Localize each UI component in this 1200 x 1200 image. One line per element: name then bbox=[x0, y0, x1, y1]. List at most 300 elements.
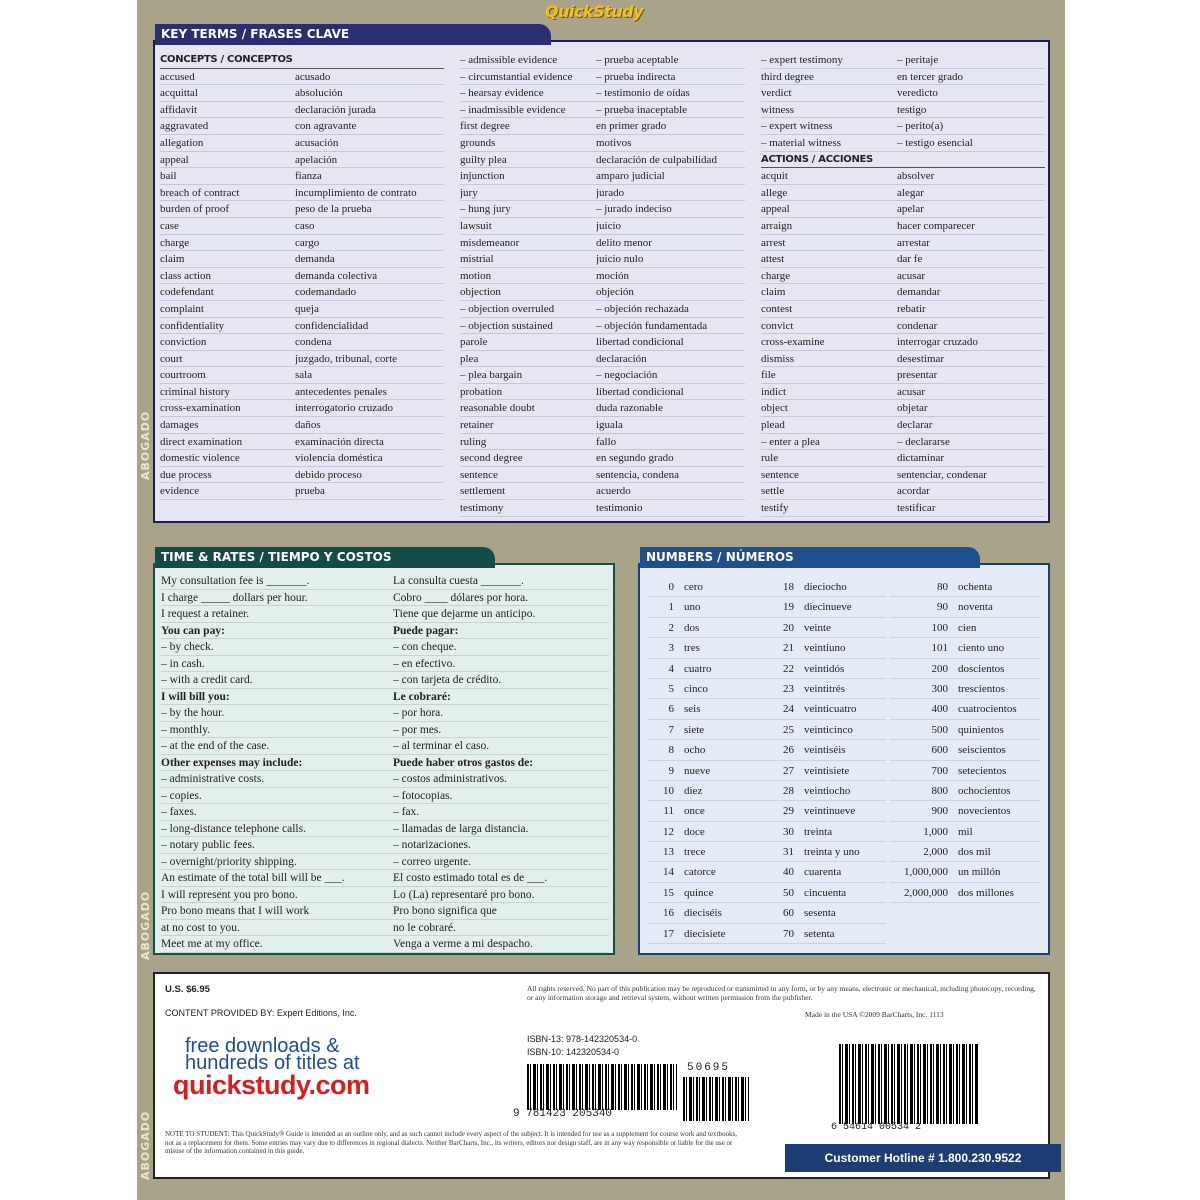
term-es: Venga a verme a mi despacho. bbox=[393, 938, 533, 950]
term-es: absolución bbox=[295, 87, 343, 100]
term-en: aggravated bbox=[160, 120, 209, 133]
term-es: siete bbox=[684, 723, 705, 736]
term-es: acuerdo bbox=[596, 485, 631, 498]
term-row bbox=[460, 218, 745, 235]
number-row bbox=[890, 679, 1040, 699]
term-row bbox=[160, 417, 444, 434]
term-en: breach of contract bbox=[160, 186, 240, 199]
term-en: reasonable doubt bbox=[460, 402, 535, 415]
term-row bbox=[160, 268, 444, 285]
term-es: violencia doméstica bbox=[295, 452, 383, 465]
term-en: codefendant bbox=[160, 286, 214, 299]
term-es: veintitrés bbox=[804, 682, 845, 695]
term-es: mil bbox=[958, 825, 973, 838]
term-es: – costos administrativos. bbox=[393, 773, 508, 785]
term-en: Meet me at my office. bbox=[161, 938, 263, 950]
term-es: ocho bbox=[684, 744, 706, 757]
term-es: queja bbox=[295, 302, 319, 315]
term-en: retainer bbox=[460, 419, 494, 432]
term-en: court bbox=[160, 352, 183, 365]
term-es: desestimar bbox=[897, 352, 945, 365]
action-row bbox=[761, 367, 1045, 384]
term-en: 1,000 bbox=[923, 825, 948, 838]
term-en: 26 bbox=[783, 744, 794, 757]
term-en: – by check. bbox=[161, 641, 214, 653]
term-es: caso bbox=[295, 219, 315, 232]
phrase-row bbox=[161, 903, 609, 920]
numbers-title: NUMBERS / NÚMEROS bbox=[640, 547, 980, 568]
term-en: grounds bbox=[460, 136, 496, 149]
term-row bbox=[160, 434, 444, 451]
term-en: indict bbox=[761, 385, 787, 398]
term-es: acordar bbox=[897, 485, 930, 498]
term-es: ochenta bbox=[958, 581, 993, 593]
term-en: class action bbox=[160, 269, 212, 282]
number-row bbox=[648, 679, 766, 699]
term-en: parole bbox=[460, 336, 488, 349]
number-row bbox=[890, 618, 1040, 638]
term-es: – prueba indirecta bbox=[596, 70, 676, 83]
term-en: 90 bbox=[937, 601, 948, 614]
phrase-row bbox=[161, 656, 609, 673]
number-row bbox=[890, 801, 1040, 821]
term-es: – peritaje bbox=[897, 54, 939, 66]
term-row bbox=[761, 52, 1045, 69]
term-en: 5 bbox=[668, 682, 674, 695]
term-en: courtroom bbox=[160, 369, 206, 382]
term-en: witness bbox=[761, 103, 794, 116]
term-es: – con cheque. bbox=[393, 641, 457, 653]
term-es: – por hora. bbox=[393, 707, 444, 719]
term-en: testimony bbox=[460, 502, 504, 515]
term-es: doscientos bbox=[958, 662, 1005, 675]
term-en: damages bbox=[160, 419, 199, 432]
term-en: acquittal bbox=[160, 87, 198, 100]
term-en: 25 bbox=[783, 723, 794, 736]
number-row bbox=[648, 699, 766, 719]
action-row bbox=[761, 483, 1045, 500]
phrase-row bbox=[161, 936, 609, 953]
term-es: apelación bbox=[295, 153, 338, 166]
number-row bbox=[764, 659, 886, 679]
number-row bbox=[764, 740, 886, 760]
term-en: 8 bbox=[668, 744, 674, 757]
term-es: cuatro bbox=[684, 662, 712, 675]
term-es: doce bbox=[684, 825, 705, 838]
term-es: diez bbox=[684, 784, 703, 797]
term-en: Pro bono means that I will work bbox=[161, 905, 310, 917]
term-es: veinticinco bbox=[804, 723, 853, 736]
term-row bbox=[160, 318, 444, 335]
term-en: acquit bbox=[761, 170, 788, 183]
number-row bbox=[648, 761, 766, 781]
term-en: I will bill you: bbox=[161, 690, 230, 703]
term-es: – negociación bbox=[596, 369, 658, 382]
term-en: – expert testimony bbox=[761, 54, 843, 66]
number-row bbox=[890, 781, 1040, 801]
action-row bbox=[761, 400, 1045, 417]
term-row bbox=[160, 467, 444, 484]
term-en: confidentiality bbox=[160, 319, 225, 332]
action-row bbox=[761, 450, 1045, 467]
number-row bbox=[890, 699, 1040, 719]
term-en: 4 bbox=[668, 662, 674, 675]
phrase-row bbox=[161, 606, 609, 623]
phrase-row bbox=[161, 590, 609, 607]
term-en: 100 bbox=[931, 621, 948, 634]
term-es: dar fe bbox=[897, 253, 923, 266]
promo-line-2: hundreds of titles at bbox=[185, 1052, 360, 1074]
action-row bbox=[761, 218, 1045, 235]
promo-website[interactable]: quickstudy.com bbox=[173, 1070, 370, 1100]
term-es: testigo bbox=[897, 103, 927, 116]
action-row bbox=[761, 251, 1045, 268]
term-row bbox=[160, 284, 444, 301]
term-en: arraign bbox=[761, 219, 793, 232]
term-en: 50 bbox=[783, 886, 794, 899]
numbers-column-3 bbox=[890, 577, 1040, 903]
term-es: Tiene que dejarme un anticipo. bbox=[393, 608, 536, 620]
term-row bbox=[460, 318, 745, 335]
number-row bbox=[648, 577, 766, 597]
term-row bbox=[160, 218, 444, 235]
term-en: 70 bbox=[783, 927, 794, 940]
term-en: mistrial bbox=[460, 253, 494, 266]
action-row bbox=[761, 284, 1045, 301]
student-note: NOTE TO STUDENT: This QuickStudy® Guide is intended as an outline only, and as such cannot include every aspect of the subject. It is intended for use as a supplement for course work and textbooks, not as a replacement for them. Some entries may vary due to differences in regional dialects. Neither BarCharts, Inc., its writers, editors nor design staff, are in any way responsible or liable for the use or misuse of the information contained in this guide. bbox=[165, 1130, 737, 1155]
term-en: domestic violence bbox=[160, 452, 240, 465]
time-rates-table bbox=[161, 573, 609, 953]
term-en: 3 bbox=[668, 642, 674, 655]
number-row bbox=[890, 740, 1040, 760]
term-en: 22 bbox=[783, 662, 794, 675]
term-en: 800 bbox=[931, 784, 948, 797]
number-row bbox=[890, 597, 1040, 617]
term-es: debido proceso bbox=[295, 468, 362, 481]
term-es: duda razonable bbox=[596, 402, 663, 415]
term-es: ochocientos bbox=[958, 784, 1011, 797]
term-en: settlement bbox=[460, 485, 506, 498]
term-row bbox=[160, 483, 444, 500]
concepts-column bbox=[160, 52, 444, 500]
term-en: plea bbox=[460, 352, 479, 365]
phrase-row bbox=[161, 672, 609, 689]
term-es: tres bbox=[684, 642, 700, 655]
term-row bbox=[460, 351, 745, 368]
term-row bbox=[460, 118, 745, 135]
term-es: dos bbox=[684, 621, 700, 634]
term-es: declaración bbox=[596, 352, 647, 365]
term-es: veinticuatro bbox=[804, 703, 857, 716]
term-en: – hung jury bbox=[460, 203, 511, 216]
term-es: interrogar cruzado bbox=[897, 336, 978, 349]
term-en: first degree bbox=[460, 120, 510, 133]
term-row bbox=[460, 152, 745, 169]
number-row bbox=[648, 883, 766, 903]
term-row bbox=[460, 201, 745, 218]
term-es: – prueba inaceptable bbox=[596, 103, 688, 116]
term-es: nueve bbox=[684, 764, 711, 777]
term-en: charge bbox=[761, 269, 791, 282]
phrase-row bbox=[161, 755, 609, 772]
term-en: 1,000,000 bbox=[904, 866, 948, 879]
term-en: I charge _____ dollars per hour. bbox=[161, 591, 308, 604]
number-row bbox=[764, 761, 886, 781]
number-row bbox=[764, 842, 886, 862]
term-en: 101 bbox=[931, 642, 948, 655]
term-en: case bbox=[160, 219, 179, 232]
phrase-row bbox=[161, 837, 609, 854]
term-es: dictaminar bbox=[897, 452, 945, 465]
term-en: claim bbox=[160, 253, 185, 266]
phrase-row bbox=[161, 573, 609, 590]
term-en: My consultation fee is _______. bbox=[161, 575, 310, 587]
term-es: con agravante bbox=[295, 120, 357, 133]
action-row bbox=[761, 334, 1045, 351]
term-es: – fax. bbox=[393, 806, 420, 818]
term-row bbox=[160, 351, 444, 368]
term-row bbox=[460, 334, 745, 351]
term-es: daños bbox=[295, 419, 321, 432]
term-es: veintidós bbox=[804, 662, 845, 675]
rights-notice: All rights reserved. No part of this publication may be reproduced or transmitted in any form, or by any means, electronic or mechanical, including photocopy, recording, or any information storage and retrieval system, without written permission from the publisher. bbox=[527, 984, 1036, 1002]
term-en: misdemeanor bbox=[460, 236, 520, 249]
phrase-row bbox=[161, 705, 609, 722]
term-en: 300 bbox=[931, 682, 948, 695]
action-row bbox=[761, 434, 1045, 451]
number-row bbox=[648, 720, 766, 740]
term-es: – notarizaciones. bbox=[393, 839, 471, 851]
promo-text bbox=[185, 1035, 360, 1074]
term-es: quinientos bbox=[958, 723, 1004, 736]
term-es: delito menor bbox=[596, 236, 652, 249]
number-row bbox=[648, 781, 766, 801]
term-es: presentar bbox=[897, 369, 938, 382]
term-en: burden of proof bbox=[160, 203, 230, 216]
term-en: – with a credit card. bbox=[161, 674, 253, 686]
action-row bbox=[761, 500, 1045, 517]
term-row bbox=[460, 384, 745, 401]
number-row bbox=[890, 761, 1040, 781]
term-en: third degree bbox=[761, 70, 814, 83]
term-es: veredicto bbox=[897, 87, 938, 100]
number-row bbox=[764, 822, 886, 842]
term-es: incumplimiento de contrato bbox=[295, 186, 417, 199]
term-es: Le cobraré: bbox=[393, 690, 451, 703]
term-row bbox=[160, 185, 444, 202]
term-en: – administrative costs. bbox=[161, 773, 265, 785]
term-es: Cobro ____ dólares por hora. bbox=[393, 591, 529, 604]
term-en: lawsuit bbox=[460, 219, 492, 232]
concepts-column-3 bbox=[761, 52, 1045, 517]
term-row bbox=[460, 417, 745, 434]
term-es: antecedentes penales bbox=[295, 385, 387, 398]
term-en: – admissible evidence bbox=[460, 54, 558, 66]
customer-hotline: Customer Hotline # 1.800.230.9522 bbox=[785, 1144, 1061, 1172]
term-en: 18 bbox=[783, 581, 794, 593]
number-row bbox=[648, 801, 766, 821]
term-es: veintisiete bbox=[804, 764, 850, 777]
term-en: settle bbox=[761, 485, 785, 498]
term-es: cuarenta bbox=[804, 866, 842, 879]
term-row bbox=[460, 284, 745, 301]
term-en: 2,000 bbox=[923, 846, 948, 859]
term-es: acusación bbox=[295, 136, 339, 149]
term-es: uno bbox=[684, 601, 701, 614]
term-es: prueba bbox=[295, 485, 325, 498]
term-es: cien bbox=[958, 621, 977, 634]
term-es: veintiocho bbox=[804, 784, 851, 797]
term-es: apelar bbox=[897, 203, 924, 216]
term-en: 31 bbox=[783, 846, 794, 859]
term-es: no le cobraré. bbox=[393, 921, 456, 934]
term-es: sesenta bbox=[804, 907, 836, 920]
term-row bbox=[160, 450, 444, 467]
term-es: absolver bbox=[897, 170, 935, 183]
term-en: testify bbox=[761, 502, 789, 515]
term-es: hacer comparecer bbox=[897, 219, 975, 232]
term-en: objection bbox=[460, 286, 501, 299]
term-row bbox=[460, 500, 745, 517]
term-es: jurado bbox=[596, 186, 625, 199]
term-en: 17 bbox=[663, 927, 674, 940]
term-en: claim bbox=[761, 286, 786, 299]
term-en: 2 bbox=[668, 621, 674, 634]
content-credit: CONTENT PROVIDED BY: Expert Editions, Inc. bbox=[165, 1008, 357, 1018]
term-es: La consulta cuesta _______. bbox=[393, 575, 524, 587]
term-en: – circumstantial evidence bbox=[460, 70, 573, 83]
action-row bbox=[761, 201, 1045, 218]
term-es: Lo (La) representaré pro bono. bbox=[393, 888, 535, 901]
numbers-panel bbox=[638, 550, 1050, 955]
term-en: You can pay: bbox=[161, 624, 225, 637]
term-en: appeal bbox=[761, 203, 790, 216]
term-row bbox=[460, 135, 745, 152]
term-es: – llamadas de larga distancia. bbox=[393, 822, 529, 835]
term-en: rule bbox=[761, 452, 779, 465]
term-en: – objection sustained bbox=[460, 319, 553, 332]
phrase-row bbox=[161, 788, 609, 805]
term-es: diecisiete bbox=[684, 927, 726, 940]
phrase-row bbox=[161, 738, 609, 755]
term-es: once bbox=[684, 805, 705, 818]
term-es: Pro bono significa que bbox=[393, 905, 497, 917]
term-en: 0 bbox=[668, 581, 674, 593]
term-row bbox=[460, 251, 745, 268]
term-en: 700 bbox=[931, 764, 948, 777]
term-en: at no cost to you. bbox=[161, 921, 240, 934]
number-row bbox=[648, 740, 766, 760]
number-row bbox=[890, 659, 1040, 679]
term-en: 500 bbox=[931, 723, 948, 736]
phrase-row bbox=[161, 722, 609, 739]
term-es: cinco bbox=[684, 682, 708, 695]
term-row bbox=[460, 367, 745, 384]
number-row bbox=[648, 862, 766, 882]
phrase-row bbox=[161, 854, 609, 871]
term-en: charge bbox=[160, 236, 190, 249]
term-es: demanda colectiva bbox=[295, 269, 378, 282]
term-es: diecinueve bbox=[804, 601, 852, 614]
phrase-row bbox=[161, 804, 609, 821]
term-row bbox=[460, 467, 745, 484]
phrase-row bbox=[161, 887, 609, 904]
term-en: 28 bbox=[783, 784, 794, 797]
term-es: juicio bbox=[596, 219, 622, 232]
term-en: verdict bbox=[761, 87, 792, 100]
term-es: libertad condicional bbox=[596, 385, 684, 398]
term-es: cuatrocientos bbox=[958, 703, 1017, 716]
term-en: – objection overruled bbox=[460, 302, 555, 315]
term-en: An estimate of the total bill will be ___. bbox=[161, 872, 345, 884]
term-en: 9 bbox=[668, 764, 674, 777]
term-es: iguala bbox=[596, 419, 623, 432]
term-en: – long-distance telephone calls. bbox=[161, 822, 306, 835]
term-row bbox=[761, 85, 1045, 102]
addon-barcode bbox=[683, 1077, 749, 1121]
term-en: plead bbox=[761, 419, 785, 432]
number-row bbox=[764, 903, 886, 923]
phrase-row bbox=[161, 689, 609, 706]
term-en: motion bbox=[460, 269, 492, 282]
term-row bbox=[160, 384, 444, 401]
term-es: cargo bbox=[295, 236, 320, 249]
term-en: 7 bbox=[668, 723, 674, 736]
term-en: – faxes. bbox=[161, 806, 197, 818]
term-en: 21 bbox=[783, 642, 794, 655]
term-es: fallo bbox=[596, 435, 617, 448]
actions-title: ACTIONS / ACCIONES bbox=[761, 152, 1045, 169]
term-en: – material witness bbox=[761, 136, 842, 149]
term-row bbox=[460, 400, 745, 417]
term-row bbox=[460, 185, 745, 202]
footer-panel bbox=[153, 972, 1050, 1179]
term-en: 80 bbox=[937, 581, 948, 593]
term-en: complaint bbox=[160, 302, 204, 315]
term-en: Other expenses may include: bbox=[161, 756, 303, 769]
term-es: libertad condicional bbox=[596, 336, 684, 349]
term-en: file bbox=[761, 369, 776, 382]
term-row bbox=[460, 102, 745, 119]
term-es: – testimonio de oídas bbox=[596, 87, 690, 100]
spine-text: ABOGADO bbox=[139, 890, 152, 960]
number-row bbox=[890, 720, 1040, 740]
term-es: acusado bbox=[295, 70, 331, 83]
term-es: en segundo grado bbox=[596, 452, 674, 465]
number-row bbox=[648, 924, 766, 944]
term-en: 60 bbox=[783, 907, 794, 920]
number-row bbox=[764, 638, 886, 658]
term-en: 40 bbox=[783, 866, 794, 879]
term-es: declaración de culpabilidad bbox=[596, 153, 717, 166]
term-es: objetar bbox=[897, 402, 928, 415]
term-es: acusar bbox=[897, 269, 926, 282]
term-es: – con tarjeta de crédito. bbox=[393, 674, 502, 686]
number-row bbox=[890, 842, 1040, 862]
term-row bbox=[160, 201, 444, 218]
isbn-10: ISBN-10: 142320534-0 bbox=[527, 1047, 620, 1057]
action-row bbox=[761, 467, 1045, 484]
term-es: cincuenta bbox=[804, 886, 847, 899]
term-en: injunction bbox=[460, 170, 505, 183]
term-row bbox=[460, 450, 745, 467]
key-terms-panel bbox=[153, 27, 1050, 523]
concepts-title: CONCEPTS / CONCEPTOS bbox=[160, 52, 444, 69]
upc-barcode bbox=[839, 1044, 979, 1124]
term-es: condenar bbox=[897, 319, 938, 332]
term-en: 27 bbox=[783, 764, 794, 777]
term-en: 30 bbox=[783, 825, 794, 838]
